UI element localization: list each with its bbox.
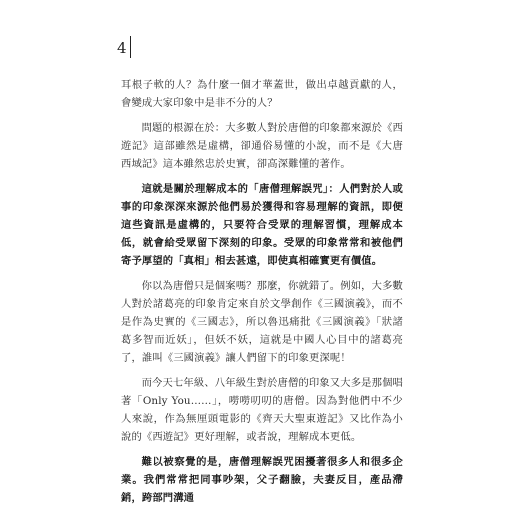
paragraph-4: 你以為唐僧只是個案嗎？那麼，你就錯了。例如，大多數人對於諸葛亮的印象肯定來自於文學創作《三國演義》，而不是作為史實的《三國志》，所以魯迅痛批《三國演義》「狀諸葛多智而近妖」，但妖不妖，這就是中國人心目中的諸葛亮了，誰叫《三國演義》讓人們留下的印象更深呢！ — [121, 280, 403, 364]
paragraph-6-bold: 難以被察覺的是，唐僧理解誤咒困擾著很多人和很多企業。我們常常把同事吵架，父子翻臉，夫妻反目，產品滯銷，跨部門溝通 — [121, 456, 403, 504]
paragraph-1: 耳根子軟的人？為什麼一個才華蓋世，做出卓越貢獻的人，會變成大家印象中是非不分的人？ — [121, 79, 403, 109]
paragraph-3-bold: 這就是關於理解成本的「唐僧理解誤咒」：人們對於人或事的印象深深來源於他們易於獲得和容易理解的資訊，即便這些資訊是虛構的，只要符合受眾的理解習慣，理解成本低，就會給受眾留下深刻的印象。受眾的印象常常和被他們寄予厚望的「真相」相去甚遠，即使真相確實更有價值。 — [121, 183, 403, 267]
text-block — [121, 76, 403, 514]
paragraph-5: 而今天七年級、八年級生對於唐僧的印象又大多是那個唱著「Only You……」，嘮嘮叨叨的唐僧。因為對他們中不少人來說，作為無厘頭電影的《齊天大聖東遊記》又比作為小說的《西遊記》更好理解，或者說，理解成本更低。 — [121, 377, 403, 443]
page-number-rule — [130, 36, 131, 58]
paragraph-2: 問題的根源在於：大多數人對於唐僧的印象都來源於《西遊記》這部雖然是虛構，卻通俗易懂的小說，而不是《大唐西域記》這本雖然忠於史實，卻高深難懂的著作。 — [121, 122, 403, 170]
page-number: 4 — [117, 39, 127, 57]
